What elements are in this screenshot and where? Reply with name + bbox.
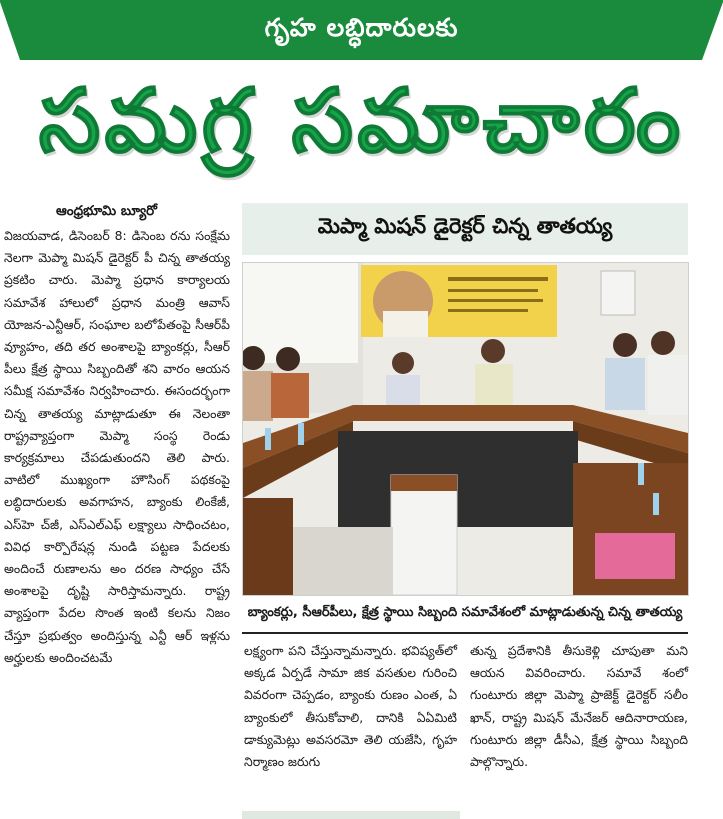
- article-column-middle: [244, 640, 457, 773]
- photo-caption: బ్యాంకర్లు, సీఆర్‌పీలు, క్షేత్ర స్థాయి సిబ్బంది సమావేశంలో మాట్లాడుతున్న చిన్న తాతయ్య: [247, 605, 683, 620]
- article-paragraph: తున్న ప్రదేశానికి తీసుకెళ్లి చూపుతా మని ఆయన వివరించారు. సమావే శంలో గుంటూరు జిల్లా మెప్మా ప్రాజెక్ట్ డైరెక్టర్ సలీం ఖాన్, రాష్ట్ర మిషన్ మేనేజర్ ఆదినారాయణ, గుంటూరు జిల్లా డీసీఎ, క్షేత్ర స్థాయి సిబ్బంది పాల్గొన్నారు.: [470, 643, 688, 770]
- section-banner: [0, 0, 723, 66]
- meeting-photo-illustration: [243, 263, 688, 595]
- footer-band: [242, 811, 460, 819]
- article-paragraph: విజయవాడ, డిసెంబర్ 8: డిసెంబ రను సంక్షేమ నెలగా మెప్మా మిషన్ డైరెక్టర్ పీ చిన్న తాతయ్య ప్రకటిం చారు. మెప్మా ప్రధాన కార్యాలయ సమావేశ హాలులో ప్రధాన మంత్రి ఆవాస్ యోజన-ఎన్టీఆర్, సంఘాల బలోపేతంపై సీఆర్‌పీ వ్యూహం, తది తర అంశాలపై బ్యాంకర్లు, సీఆర్ పీలు క్షేత్ర స్థాయి సిబ్బందితో శని వారం ఆయన సమీక్ష సమావేశం నిర్వహించారు. ఈసందర్భంగా చిన్న తాతయ్య మాట్లాడుతూ ఈ నెలంతా రాష్ట్రవ్యాప్తంగా మెప్మా సంస్థ రెండు కార్యక్రమాలు చేపడుతుందని తెలి పారు. వాటిలో ముఖ్యంగా హౌసింగ్ పథకంపై లబ్ధిదారులకు అవగాహన, బ్యాంకు లింకేజీ, ఎస్‌హె చ్‌జీ, ఎస్ఎల్‌ఎఫ్‌ లక్ష్యాలు సాధించటం, వివిధ కార్పొరేషన్ల నుండి పట్టణ పేదలకు అందించే రుణాలను అం దరణ సాధ్యం చేసే అంశాలపై దృష్టి సారిస్తామన్నారు. రాష్ట్ర వ్యాప్తంగా పేదల సొంత ఇంటి కలను నిజం చేస్తూ ప్రభుత్వం అందిస్తున్న ఎన్టీ ఆర్ ఇళ్లను అర్హులకు అందించటమే: [4, 228, 230, 665]
- meeting-photo: [242, 262, 689, 596]
- article-column-left: [4, 225, 230, 669]
- article-paragraph: లక్ష్యంగా పని చేస్తున్నామన్నారు. భవిష్యత్‌లో అక్కడ ఏర్పడే సామా జిక వసతుల గురించి వివరంగా చెప్పడం, బ్యాంకు రుణం ఎంత, ఏ బ్యాంకులో తీసుకోవాలి, దానికి ఏఏమిటి డాక్యుమెట్లు అవసరమో తెలి యజేసి, గృహ నిర్మాణం జరుగు: [244, 643, 457, 770]
- byline: ఆంధ్రభూమి బ్యూరో: [56, 203, 158, 219]
- main-headline: సమగ్ర సమాచారం: [38, 68, 685, 172]
- banner-title: గృహ లబ్ధిదారులకు: [264, 13, 459, 42]
- article-column-right: [470, 640, 688, 773]
- subheading: మెప్మా మిషన్ డైరెక్టర్ చిన్న తాతయ్య: [242, 203, 688, 255]
- caption-divider: [242, 632, 688, 634]
